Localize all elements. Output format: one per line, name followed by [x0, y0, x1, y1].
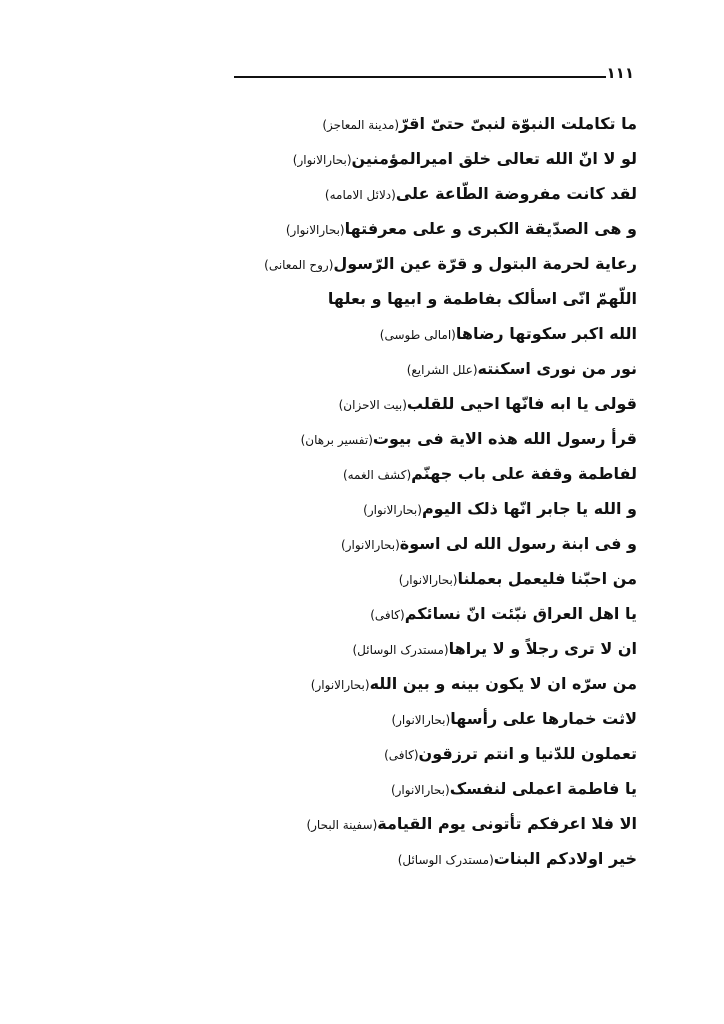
quote-source: ( مستدرک الوسائل ) — [398, 853, 494, 867]
quote-text: الله اکبر سکوتها رضاها — [455, 324, 637, 343]
quote-line — [217, 106, 637, 141]
quote-source: ( بحارالانوار ) — [363, 503, 422, 517]
quote-source: ( بحارالانوار ) — [286, 223, 345, 237]
quote-source: ( دلائل الامامه ) — [325, 188, 396, 202]
quote-source: ( بحارالانوار ) — [311, 678, 370, 692]
quote-line — [217, 561, 637, 596]
quote-source: ( علل الشرایع ) — [407, 363, 478, 377]
quote-text: من احبّنا فلیعمل بعملنا — [457, 569, 637, 588]
quote-line — [217, 421, 637, 456]
quote-line — [217, 666, 637, 701]
page-number: ۱۱۱ — [606, 64, 634, 82]
quote-source: ( بحارالانوار ) — [399, 573, 458, 587]
quote-source: ( بحارالانوار ) — [391, 713, 450, 727]
quote-line — [217, 596, 637, 631]
quote-line — [217, 456, 637, 491]
quote-source: ( کافی ) — [370, 608, 404, 622]
quote-line — [217, 806, 637, 841]
quote-source: ( بحارالانوار ) — [341, 538, 400, 552]
quote-line — [217, 316, 637, 351]
quote-source: ( کشف الغمه ) — [343, 468, 411, 482]
quote-line — [217, 526, 637, 561]
quote-source: ( تفسیر برهان ) — [301, 433, 373, 447]
quote-source: ( بیت الاحزان ) — [339, 398, 407, 412]
quote-text: نور من نوری اسکنته — [477, 359, 637, 378]
quote-source: ( بحارالانوار ) — [391, 783, 450, 797]
quote-text: لقد کانت مفروضة الطّاعة علی — [395, 184, 637, 203]
quote-line — [217, 176, 637, 211]
quote-text: ان لا تری رجلاً و لا یراها — [448, 639, 637, 658]
quote-text: ما تکاملت النبوّة لنبیّ حتیّ اقرّ — [399, 114, 637, 133]
quote-text: من سرّه ان لا یکون بینه و بین الله — [369, 674, 637, 693]
quote-text: قرأ رسول الله هذه الایة فی بیوت — [372, 429, 637, 448]
quote-text: یا اهل العراق نبّئت انّ نسائکم — [404, 604, 637, 623]
quote-text: اللّهمّ انّی اسألک بفاطمة و ابیها و بعلها — [327, 289, 637, 308]
quote-text: و فی ابنة رسول الله لی اسوة — [399, 534, 637, 553]
quote-text: لاثت خمارها علی رأسها — [450, 709, 637, 728]
quote-source: ( بحارالانوار ) — [293, 153, 352, 167]
quote-line — [217, 841, 637, 876]
quote-text: لو لا انّ الله تعالی خلق امیرالمؤمنین — [351, 149, 637, 168]
quote-text: تعملون للدّنیا و انتم ترزقون — [418, 744, 637, 763]
quote-text: و هی الصدّیقة الکبری و علی معرفتها — [344, 219, 637, 238]
quote-line — [217, 771, 637, 806]
quote-text: خیر اولادکم البنات — [493, 849, 637, 868]
quote-line — [217, 631, 637, 666]
quote-line — [217, 701, 637, 736]
quote-source: ( مدینة المعاجز ) — [322, 118, 399, 132]
quote-source: ( امالی طوسی ) — [380, 328, 456, 342]
quote-list — [217, 106, 637, 876]
quote-text: لفاطمة وقفة علی باب جهنّم — [411, 464, 637, 483]
quote-line — [217, 211, 637, 246]
quote-line — [217, 491, 637, 526]
quote-line — [217, 246, 637, 281]
quote-text: یا فاطمة اعملی لنفسک — [449, 779, 637, 798]
quote-source: ( روح المعانی ) — [264, 258, 333, 272]
quote-source: ( سفینة البحار ) — [306, 818, 377, 832]
page-header — [234, 62, 634, 86]
quote-line — [217, 736, 637, 771]
quote-text: رعایة لحرمة البتول و قرّة عین الرّسول — [333, 254, 637, 273]
quote-text: الا فلا اعرفکم تأتونی یوم القیامة — [377, 814, 637, 833]
quote-source: ( کافی ) — [384, 748, 418, 762]
quote-line — [217, 386, 637, 421]
header-rule — [234, 76, 606, 78]
quote-line — [217, 351, 637, 386]
quote-line — [217, 141, 637, 176]
quote-text: قولی یا ابه فانّها احیی للقلب — [406, 394, 637, 413]
quote-line — [217, 281, 637, 316]
quote-text: و الله یا جابر انّها ذلک الیوم — [421, 499, 637, 518]
quote-source: ( مستدرک الوسائل ) — [352, 643, 448, 657]
